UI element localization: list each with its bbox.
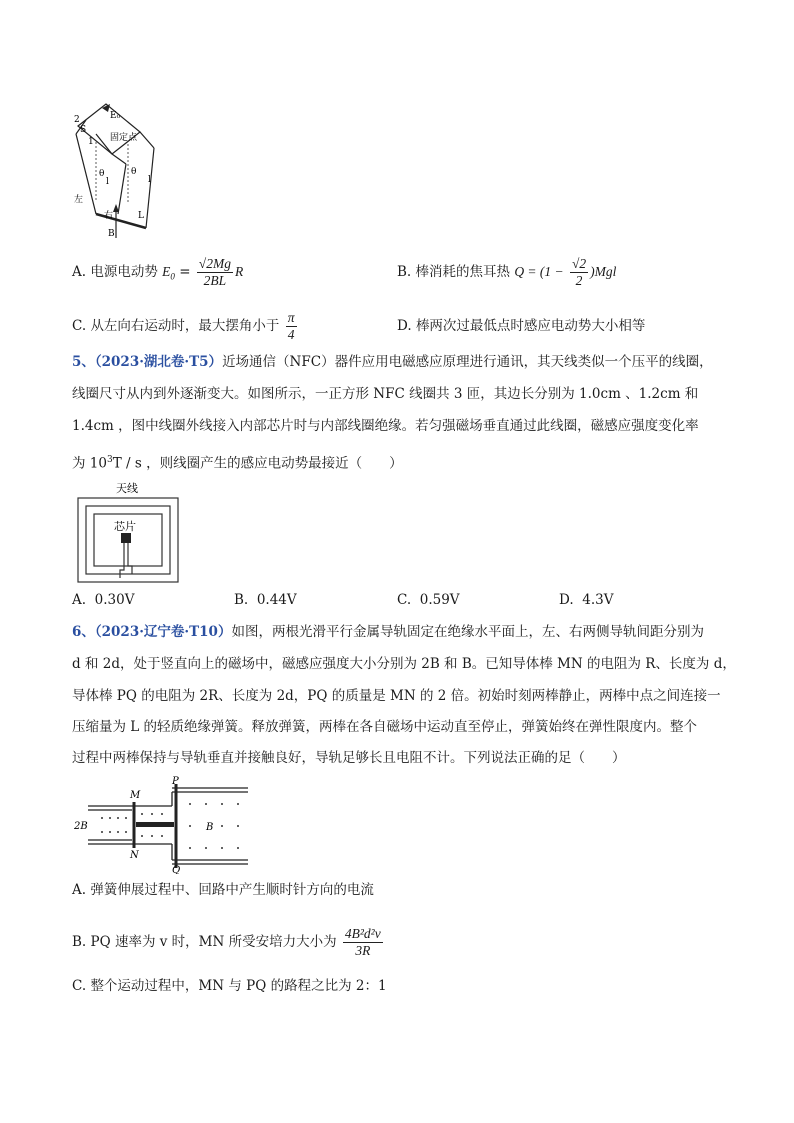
rate-suffix: T / s ，则线圈产生的感应电动势最接近（ ） bbox=[112, 455, 403, 472]
question-text: 近场通信（NFC）器件应用电磁感应原理进行通讯，其天线类似一个压平的线圈， bbox=[222, 354, 713, 370]
q6-option-b bbox=[72, 926, 385, 959]
label-p: P bbox=[172, 776, 179, 787]
option-label: A. bbox=[72, 264, 87, 280]
numerator: √2 bbox=[571, 256, 587, 271]
q4-option-c bbox=[72, 310, 299, 343]
nfc-coil-figure bbox=[74, 478, 184, 586]
q6-option-a bbox=[72, 880, 374, 900]
q4-figure bbox=[66, 92, 162, 242]
option-text: 棒消耗的焦耳热 bbox=[415, 264, 511, 280]
q6-option-c bbox=[72, 976, 387, 996]
fig-label-s: S bbox=[80, 125, 87, 135]
option-label: B. bbox=[397, 264, 412, 280]
chip-label: 芯片 bbox=[114, 520, 136, 533]
option-label: C. bbox=[397, 592, 412, 608]
question-header: 6、（2023·辽宁卷·T10） bbox=[72, 624, 232, 640]
symbol-r: R bbox=[234, 264, 244, 279]
option-text: 弹簧伸展过程中、回路中产生顺时针方向的电流 bbox=[90, 882, 374, 898]
option-label: A. bbox=[72, 882, 87, 898]
q5-line-3: 1.4cm ，图中线圈外线接入内部芯片时与内部线圈绝缘。若匀强磁场垂直通过此线圈，磁感应强度变化率 bbox=[72, 418, 699, 434]
option-text: PQ 速率为 v 时，MN 所受安培力大小为 bbox=[90, 934, 337, 950]
fraction bbox=[343, 926, 383, 959]
option-text: 棒两次过最低点时感应电动势大小相等 bbox=[415, 318, 646, 334]
fig-label-theta-1: θ bbox=[99, 169, 105, 179]
symbol-e: E bbox=[162, 264, 171, 279]
formula-end: )Mgl bbox=[590, 264, 617, 279]
fig-label-theta-2: θ bbox=[131, 167, 137, 177]
formula-start: Q = (1 − bbox=[514, 264, 564, 279]
numerator: 4B²d²v bbox=[344, 926, 381, 941]
denominator: 2 bbox=[575, 273, 583, 288]
option-value: 0.44V bbox=[256, 592, 297, 608]
option-value: 0.30V bbox=[94, 592, 135, 608]
numerator: π bbox=[287, 310, 295, 325]
option-label: D. bbox=[397, 318, 412, 334]
q4-option-a bbox=[72, 256, 243, 289]
fraction bbox=[286, 310, 297, 343]
q6-line-4: 压缩量为 L 的轻质绝缘弹簧。释放弹簧，两棒在各自磁场中运动直至停止，弹簧始终在弹性限度内。整个 bbox=[72, 719, 698, 735]
option-label: C. bbox=[72, 978, 87, 994]
fig-label-B: B bbox=[108, 229, 115, 239]
q5-line-2: 线圈尺寸从内到外逐渐变大。如图所示，一正方形 NFC 线圈共 3 匝，其边长分别为 1.0cm 、1.2cm 和 bbox=[72, 386, 699, 402]
option-label: B. bbox=[234, 592, 249, 608]
denominator: 4 bbox=[287, 327, 295, 342]
equals: = bbox=[179, 264, 191, 280]
q6-line-3: 导体棒 PQ 的电阻为 2R、长度为 2d，PQ 的质量是 MN 的 2 倍。初始时刻两棒静止，两棒中点之间连接一 bbox=[72, 688, 721, 704]
q4-option-b bbox=[397, 256, 616, 289]
option-label: A. bbox=[72, 592, 87, 608]
q5-option-c bbox=[397, 590, 460, 610]
question-text: 如图，两根光滑平行金属导轨固定在绝缘水平面上，左、右两侧导轨间距分别为 bbox=[231, 624, 704, 640]
option-text: 从左向右运动时，最大摆角小于 bbox=[90, 318, 280, 334]
label-n: N bbox=[130, 850, 139, 861]
option-label: B. bbox=[72, 934, 87, 950]
symbol-e-sub: 0 bbox=[170, 271, 175, 282]
label-m: M bbox=[130, 790, 141, 801]
numerator: √2Mg bbox=[198, 256, 231, 271]
q5-line-1 bbox=[72, 352, 713, 372]
fig-label-1: 1 bbox=[88, 137, 94, 147]
fig-label-right: 右 bbox=[104, 211, 114, 221]
rate-exponent: 3 bbox=[106, 455, 113, 465]
label-2b: 2B bbox=[74, 821, 88, 832]
option-label: D. bbox=[559, 592, 574, 608]
option-text: 电源电动势 bbox=[90, 264, 158, 280]
rate-prefix: 为 10 bbox=[72, 455, 107, 472]
fig-label-L: L bbox=[138, 211, 144, 221]
rails-figure bbox=[72, 776, 252, 874]
fig-label-2: 2 bbox=[74, 115, 80, 125]
q6-line-2: d 和 2d，处于竖直向上的磁场中，磁感应强度大小分别为 2B 和 B。已知导体棒 MN 的电阻为 R、长度为 d， bbox=[72, 656, 736, 672]
fraction bbox=[570, 256, 588, 289]
fig-label-left: 左 bbox=[74, 195, 84, 205]
q4-option-d bbox=[397, 316, 645, 336]
denominator: 2BL bbox=[203, 273, 227, 288]
q5-option-b bbox=[234, 590, 297, 610]
fig-label-fixed-point: 固定点 bbox=[110, 133, 138, 143]
fig-label-l-1: l bbox=[106, 177, 109, 187]
label-q: Q bbox=[172, 865, 181, 874]
q6-line-5: 过程中两棒保持与导轨垂直并接触良好，导轨足够长且电阻不计。下列说法正确的足（ ） bbox=[72, 750, 626, 766]
q5-option-d bbox=[559, 590, 613, 610]
option-label: C. bbox=[72, 318, 87, 334]
denominator: 3R bbox=[355, 943, 371, 958]
fraction bbox=[197, 256, 233, 289]
option-value: 0.59V bbox=[419, 592, 460, 608]
option-value: 4.3V bbox=[582, 592, 614, 608]
question-header: 5、（2023·湖北卷·T5） bbox=[72, 354, 223, 370]
q5-line-4 bbox=[72, 450, 403, 474]
fig-label-l-2: l bbox=[148, 175, 151, 185]
label-b: B bbox=[206, 822, 214, 833]
fig-label-e0: E₀ bbox=[110, 111, 121, 121]
option-text: 整个运动过程中，MN 与 PQ 的路程之比为 2：1 bbox=[90, 978, 387, 994]
q6-line-1 bbox=[72, 622, 704, 642]
antenna-label: 天线 bbox=[116, 482, 138, 495]
q5-option-a bbox=[72, 590, 134, 610]
